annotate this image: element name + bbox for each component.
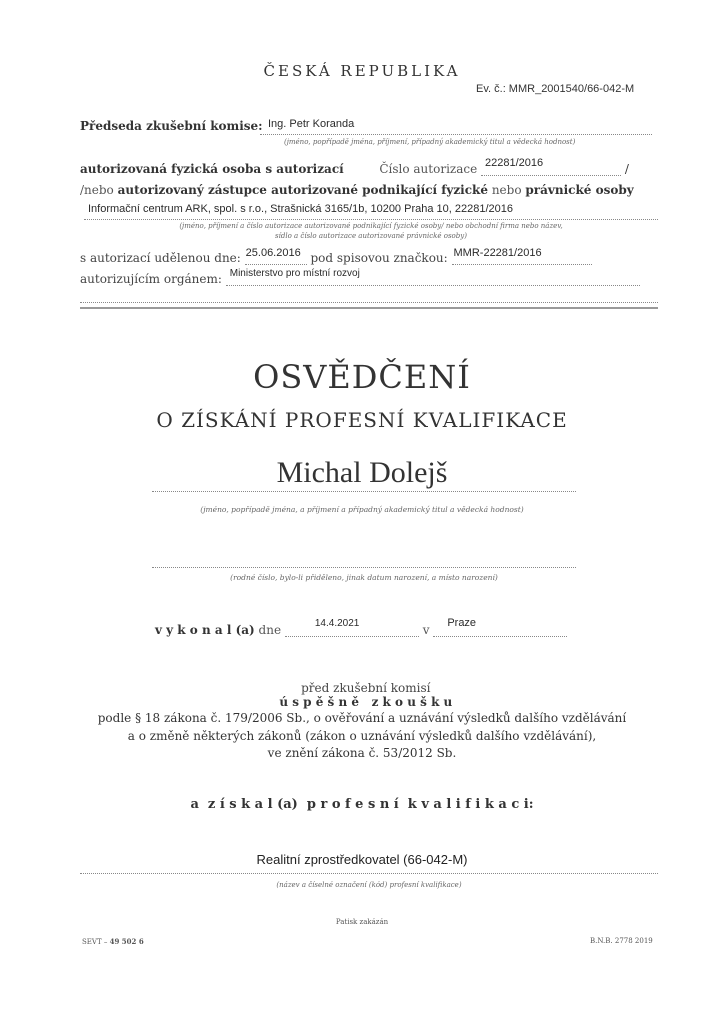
law-line1: podle § 18 zákona č. 179/2006 Sb., o ověřování a uznávání výsledků dalšího vzdělávání bbox=[97, 711, 627, 725]
blank-line bbox=[80, 288, 658, 303]
law-line2: a o změně některých zákonů (zákon o uznávání výsledků dalšího vzdělávání), bbox=[127, 729, 597, 743]
sevt-prefix: SEVT – bbox=[82, 938, 110, 946]
performed-line bbox=[155, 617, 585, 637]
qualification-hint: (název a číselné označení (kód) profesní kvalifikace) bbox=[276, 881, 462, 889]
granted-line bbox=[80, 247, 660, 265]
file-value: MMR-22281/2016 bbox=[453, 247, 542, 259]
place-label: v bbox=[422, 623, 430, 637]
exam-prefix: před zkušební komisí bbox=[301, 681, 431, 695]
authorization-number-field bbox=[481, 157, 621, 176]
qualification-field-line bbox=[80, 872, 658, 874]
sevt-code bbox=[82, 937, 144, 946]
chair-field bbox=[260, 118, 652, 135]
authority-line bbox=[80, 268, 660, 286]
reprint-notice: Patisk zakázán bbox=[335, 918, 389, 926]
chair-hint: (jméno, popřípadě jména, příjmení, případný akademický titul a vědecká hodnost) bbox=[284, 138, 576, 146]
file-label: pod spisovou značkou: bbox=[310, 251, 448, 265]
authority-label: autorizujícím orgánem: bbox=[80, 272, 222, 286]
authorized-person-label: autorizovaná fyzická osoba s autorizací bbox=[80, 162, 344, 176]
section-divider bbox=[80, 307, 658, 309]
authorization-number-value: 22281/2016 bbox=[485, 157, 544, 169]
granted-value: 25.06.2016 bbox=[245, 247, 301, 259]
authorization-line2 bbox=[80, 183, 670, 197]
sevt-number: 49 502 6 bbox=[109, 937, 144, 946]
birth-hint: (rodné číslo, bylo-li přiděleno, jinak datum narození, a místo narození) bbox=[230, 573, 498, 582]
acquired-label: a z í s k a l (a) p r o f e s n í k v a l i f i k a c i: bbox=[190, 797, 534, 812]
exam-result: ú s p ě š n ě z k o u š k u bbox=[279, 695, 453, 709]
line2-bold2: právnické osoby bbox=[525, 183, 634, 197]
authorization-number-label: Číslo autorizace bbox=[379, 162, 478, 176]
country-heading: ČESKÁ REPUBLIKA bbox=[263, 62, 461, 80]
authority-field bbox=[226, 268, 640, 286]
performed-label: v y k o n a l (a) bbox=[155, 623, 255, 637]
chair-label: Předseda zkušební komise: bbox=[80, 119, 263, 133]
place-value: Praze bbox=[447, 617, 477, 629]
bnb-code: B.N.B. 2778 2019 bbox=[590, 937, 653, 945]
entity-field bbox=[84, 204, 658, 220]
granted-label: s autorizací udělenou dne: bbox=[80, 251, 241, 265]
certificate-title: OSVĚDČENÍ bbox=[253, 358, 471, 396]
file-field bbox=[452, 247, 592, 265]
line2-bold1: autorizovaný zástupce autorizované podnikající fyzické bbox=[117, 183, 488, 197]
exam-line bbox=[0, 667, 724, 709]
entity-value: Informační centrum ARK, spol. s r.o., Strašnická 3165/1b, 10200 Praha 10, 22281/2016 bbox=[88, 203, 513, 215]
authorization-line1 bbox=[80, 157, 660, 176]
holder-field-line bbox=[152, 490, 576, 492]
certificate-subtitle: O ZÍSKÁNÍ PROFESNÍ KVALIFIKACE bbox=[156, 408, 568, 432]
line2-mid: nebo bbox=[491, 183, 522, 197]
holder-hint: (jméno, popřípadě jména, a příjmení a případný akademický titul a vědecká hodnost) bbox=[200, 505, 524, 514]
entity-hint-line1: (jméno, příjmení a číslo autorizace autorizované podnikající fyzické osoby/ nebo obchodní firma nebo název, bbox=[179, 222, 563, 230]
chair-value: Ing. Petr Koranda bbox=[268, 118, 355, 130]
birth-field-line bbox=[152, 566, 576, 568]
entity-hint-line2: sídlo a číslo autorizace autorizované právnické osoby) bbox=[275, 232, 467, 240]
slash: / bbox=[624, 162, 629, 176]
date-value: 14.4.2021 bbox=[314, 618, 360, 629]
granted-field bbox=[245, 247, 307, 265]
authority-value: Ministerstvo pro místní rozvoj bbox=[229, 268, 360, 279]
date-field bbox=[285, 618, 419, 637]
qualification-value: Realitní zprostředkovatel (66-042-M) bbox=[256, 852, 468, 867]
line2-prefix: /nebo bbox=[80, 183, 114, 197]
holder-name: Michal Dolejš bbox=[276, 456, 448, 489]
place-field bbox=[433, 617, 567, 637]
evidence-number: Ev. č.: MMR_2001540/66-042-M bbox=[476, 83, 635, 95]
date-label: dne bbox=[258, 623, 282, 637]
law-line3: ve znění zákona č. 53/2012 Sb. bbox=[267, 746, 457, 760]
